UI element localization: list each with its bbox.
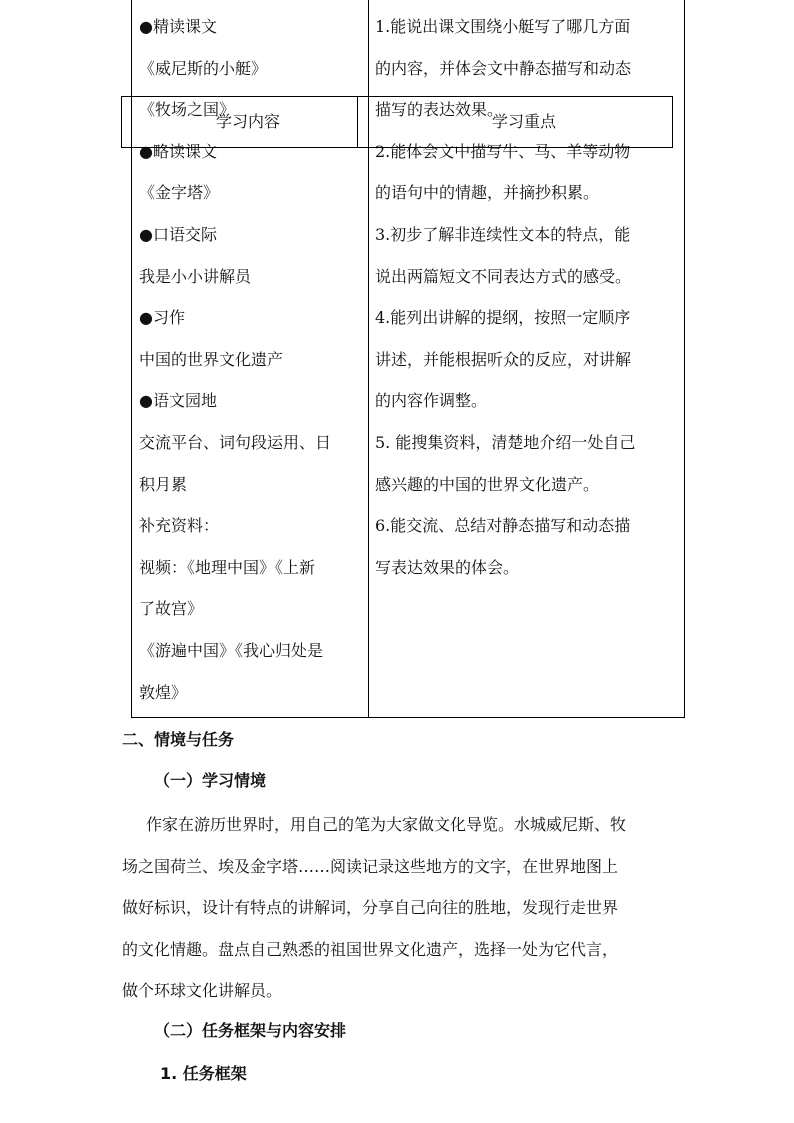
content-line: ●语文园地 [139,391,217,411]
content-line: 交流平台、词句段运用、日 [139,432,332,452]
learning-content-column [139,6,365,713]
focus-line: 3.初步了解非连续性文本的特点，能 [375,224,631,244]
focus-line: 5. 能搜集资料，清楚地介绍一处自己 [375,432,636,452]
header-learning-focus: 学习重点 [492,112,557,131]
paragraph-line: 做好标识，设计有特点的讲解词，分享自己向往的胜地，发现行走世界 [122,898,619,918]
situation-paragraph [122,804,694,1012]
focus-line: 的内容，并体会文中静态描写和动态 [375,58,632,78]
content-line: ●精读课文 [139,17,217,36]
subsection-title-situation: （一）学习情境 [154,771,267,790]
paragraph-line: 的文化情趣。盘点自己熟悉的祖国世界文化遗产，选择一处为它代言， [122,939,619,959]
learning-table [131,0,685,718]
content-line: 《金字塔》 [139,183,220,203]
focus-line: 6.能交流、总结对静态描写和动态描 [375,516,631,536]
focus-line: 4.能列出讲解的提纲，按照一定顺序 [375,308,631,328]
content-line: 敦煌》 [139,682,188,702]
content-line: 了故宫》 [139,599,204,619]
focus-line: 讲述，并能根据听众的反应，对讲解 [375,349,632,369]
paragraph-line: 作家在游历世界时，用自己的笔为大家做文化导览。水城威尼斯、牧 [146,815,627,834]
focus-line: 的内容作调整。 [375,391,488,411]
learning-focus-column [375,6,681,588]
content-line: 补充资料： [139,516,220,536]
paragraph-line: 场之国荷兰、埃及金字塔……阅读记录这些地方的文字，在世界地图上 [122,856,619,876]
content-line: 《威尼斯的小艇》 [139,58,268,78]
content-line: 中国的世界文化遗产 [139,349,284,369]
content-line: 《游遍中国》《我心归处是 [139,640,324,660]
content-line: ●习作 [139,308,185,328]
content-line: 积月累 [139,474,188,494]
focus-line: 描写的表达效果。 [375,100,504,120]
subsection-title-task: （二）任务框架与内容安排 [154,1021,347,1040]
focus-line: 写表达效果的体会。 [375,557,520,577]
content-line: 我是小小讲解员 [139,266,252,286]
content-line: 视频：《地理中国》《上新 [139,557,316,577]
focus-line: 感兴趣的中国的世界文化遗产。 [375,474,600,494]
focus-line: 2.能体会文中描写牛、马、羊等动物 [375,141,631,161]
table-column-divider [368,0,369,717]
paragraph-line: 做个环球文化讲解员。 [122,981,283,1001]
focus-line: 1.能说出课文围绕小艇写了哪几方面 [375,17,631,36]
content-line: ●略读课文 [139,141,217,161]
focus-line: 说出两篇短文不同表达方式的感受。 [375,266,632,286]
content-line: ●口语交际 [139,224,217,244]
focus-line: 的语句中的情趣，并摘抄积累。 [375,183,600,203]
content-line: 《牧场之国》 [139,100,236,120]
header-learning-content: 学习内容 [216,112,281,131]
section-title: 二、情境与任务 [122,730,235,749]
subsubsection-title-framework: 1. 任务框架 [160,1064,247,1083]
